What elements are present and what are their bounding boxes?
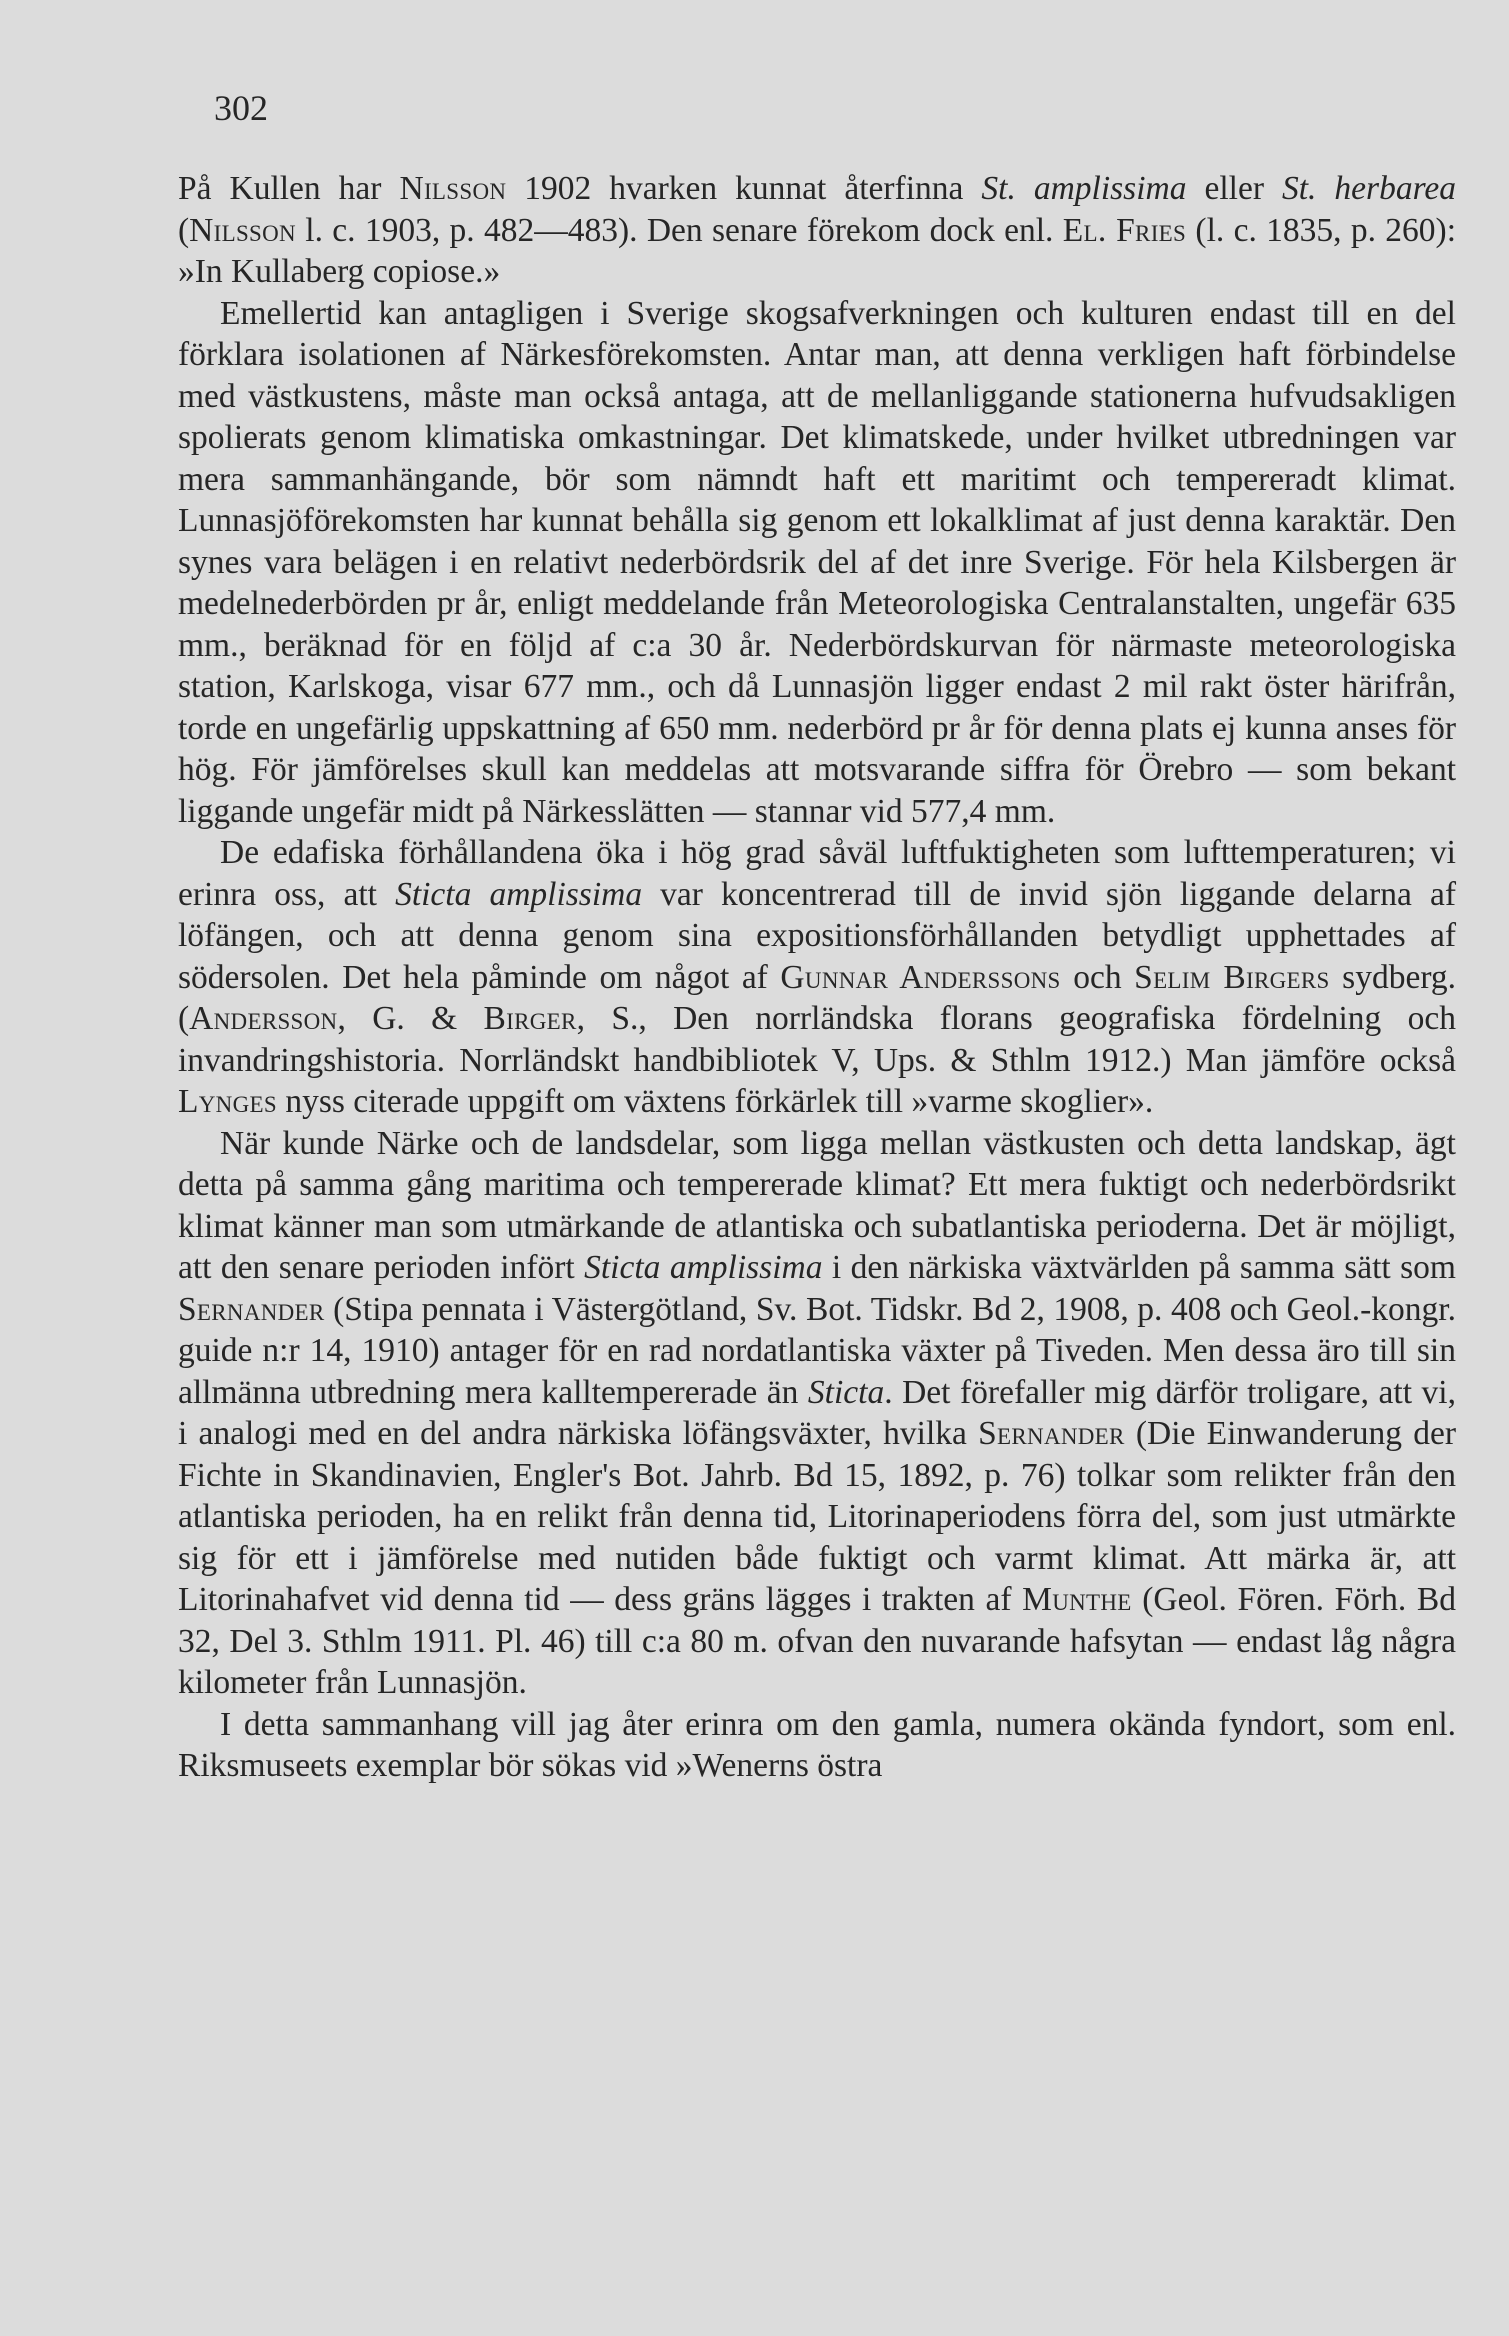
- text-run: och: [1060, 958, 1135, 996]
- text-run: sydberg. (: [178, 958, 1456, 1037]
- species-name: Sticta: [807, 1373, 885, 1411]
- species-name: Sticta amplissima: [395, 875, 643, 913]
- author-name: Munthe: [1022, 1581, 1132, 1618]
- species-name: St. amplissima: [981, 170, 1187, 207]
- author-name: El. Fries: [1062, 211, 1187, 249]
- author-name: Selim Birgers: [1134, 958, 1330, 996]
- author-name: Sernander: [978, 1415, 1125, 1452]
- author-name: Nilsson: [399, 170, 507, 207]
- text-run: l. c. 1903, p. 482—483). Den senare förekom dock enl.: [295, 211, 1063, 249]
- paragraph: [178, 293, 1456, 833]
- paragraph: [178, 1123, 1456, 1704]
- author-name: Sernander: [178, 1290, 325, 1328]
- text-run: eller: [1186, 170, 1282, 207]
- text-run: (Die Einwanderung der Fichte in Skandinavien, Engler's Bot. Jahrb. Bd 15, 1892, p. 76) tolkar som relikter från den atlantiska perioden, ha en relikt från denna tid, Litorinaperiodens förra del, som just utmärkte sig för ett i jämförelse med nutiden både fuktigt och varmt klimat. Att märka är, att Litorinahafvet vid denna tid — dess gräns lägges i trakten af: [178, 1415, 1456, 1618]
- text-run: (Geol. Fören. Förh. Bd 32, Del 3. Sthlm 1911. Pl. 46) till c:a 80 m. ofvan den nuvarande hafsytan — endast låg några kilometer från Lunnasjön.: [178, 1581, 1457, 1701]
- paragraph: [178, 168, 1456, 293]
- text-run: (l. c. 1835, p. 260): »In Kullaberg copiose.»: [178, 211, 1457, 290]
- text-run: På Kullen har: [178, 170, 400, 207]
- text-run: (: [178, 211, 190, 249]
- author-name: Gunnar Anderssons: [780, 958, 1061, 996]
- paragraph: [178, 832, 1456, 1123]
- author-name: Birger: [483, 1000, 577, 1037]
- text-run: (Stipa pennata i Västergötland, Sv. Bot. Tidskr. Bd 2, 1908, p. 408 och Geol.-kongr. guide n:r 14, 1910) antager för en rad nordatlantiska växter på Tiveden. Men dessa äro till sin allmänna utbredning mera kalltempererade än: [178, 1290, 1456, 1411]
- text-run: 1902 hvarken kunnat återfinna: [506, 170, 982, 207]
- paragraph: [178, 1704, 1456, 1787]
- text-run: När kunde Närke och de landsdelar, som ligga mellan västkusten och detta landskap, ägt detta på samma gång maritima och tempererade klimat? Ett mera fuktigt och nederbördsrikt klimat känner man som utmärkande de atlantiska och subatlantiska perioderna. Det är möjligt, att den senare perioden infört: [178, 1124, 1456, 1286]
- author-name: Lynges: [178, 1083, 277, 1120]
- text-run: I detta sammanhang vill jag åter erinra om den gamla, numera okända fyndort, som enl. Riksmuseets exemplar bör sökas vid »Wenerns östra: [178, 1705, 1456, 1784]
- text-run: nyss citerade uppgift om växtens förkärlek till »varme skoglier».: [276, 1083, 1154, 1120]
- text-run: i den närkiska växtvärlden på samma sätt som: [822, 1249, 1456, 1286]
- author-name: Andersson: [189, 1000, 338, 1037]
- species-name: Sticta amplissima: [584, 1249, 823, 1286]
- page-number: 302: [214, 88, 268, 128]
- text-run: , G. &: [337, 1000, 484, 1037]
- body-text: [178, 168, 1456, 1787]
- text-run: . Det förefaller mig därför troligare, att vi, i analogi med en del andra närkiska löfängsväxter, hvilka: [178, 1373, 1456, 1452]
- species-name: St. herbarea: [1281, 170, 1456, 207]
- text-run: var koncentrerad till de invid sjön liggande delarna af löfängen, och att denna genom sina expositionsförhållanden betydligt upphettades af södersolen. Det hela påminde om något af: [178, 875, 1456, 996]
- author-name: Nilsson: [189, 211, 296, 249]
- text-run: De edafiska förhållandena öka i hög grad såväl luftfuktigheten som lufttemperaturen; vi erinra oss, att: [178, 834, 1456, 913]
- text-run: Emellertid kan antagligen i Sverige skogsafverkningen och kulturen endast till en del förklara isolationen af Närkesförekomsten. Antar man, att denna verkligen haft förbindelse med västkustens, måste man också antaga, att de mellanliggande stationerna hufvudsakligen spolierats genom klimatiska omkastningar. Det klimatskede, under hvilket utbredningen var mera sammanhängande, bör som nämndt haft ett maritimt och tempereradt klimat. Lunnasjöförekomsten har kunnat behålla sig genom ett lokalklimat af just denna karaktär. Den synes vara belägen i en relativt nederbördsrik del af det inre Sverige. För hela Kilsbergen är medelnederbörden pr år, enligt meddelande från Meteorologiska Centralanstalten, ungefär 635 mm., beräknad för en följd af c:a 30 år. Nederbördskurvan för närmaste meteorologiska station, Karlskoga, visar 677 mm., och då Lunnasjön ligger endast 2 mil rakt öster härifrån, torde en ungefärlig uppskattning af 650 mm. nederbörd pr år för denna plats ej kunna anses för hög. För jämförelses skull kan meddelas att motsvarande siffra för Örebro — som bekant liggande ungefär midt på Närkesslätten — stannar vid 577,4 mm.: [178, 294, 1456, 830]
- text-run: , S., Den norrländska florans geografiska fördelning och invandringshistoria. Norrländskt handbibliotek V, Ups. & Sthlm 1912.) Man jämföre också: [178, 1000, 1457, 1079]
